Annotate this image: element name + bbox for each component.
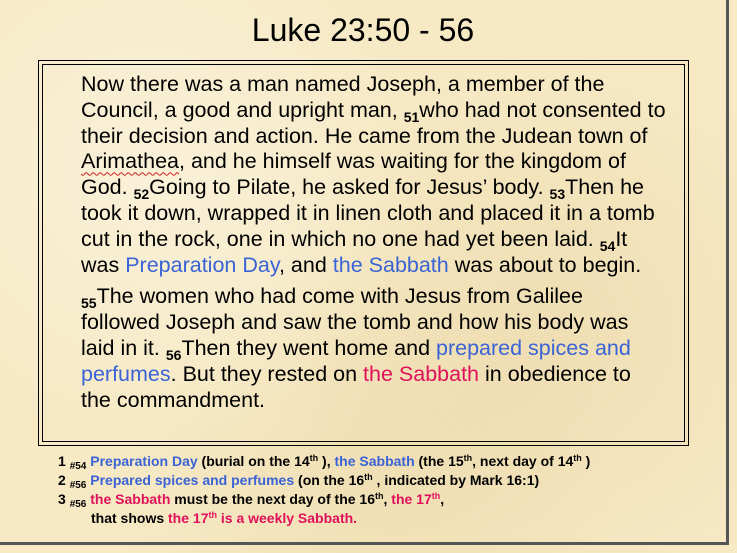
text: in obedience to the commandment. [81, 361, 631, 412]
footnote-3-line-2 [58, 509, 698, 528]
highlight-preparation-day: Preparation Day [125, 252, 279, 277]
footnote-ref: #56 [69, 480, 87, 491]
note-highlight: the Sabbath [334, 453, 415, 469]
verse-number-52: 52 [133, 186, 150, 203]
text: (the 15 [414, 453, 464, 469]
text: , and he himself was waiting for the kingdom of God. [81, 149, 626, 200]
text: , and [278, 252, 333, 277]
footnote-2 [58, 471, 698, 490]
scripture-passage [81, 72, 666, 413]
footnote-ref: #56 [69, 499, 87, 510]
highlight-sabbath: the Sabbath [332, 252, 449, 277]
verse-number-51: 51 [403, 108, 420, 125]
text: was about to begin. [448, 252, 642, 277]
text: The women who had come with Jesus from Galilee followed Joseph and saw the tomb and how his body was laid in it. [81, 284, 629, 360]
text: ) [581, 453, 591, 469]
note-highlight: the 17 [391, 491, 432, 507]
text: It was [81, 226, 628, 277]
footnote-ref: #54 [69, 461, 87, 472]
paragraph-1 [81, 72, 666, 278]
superscript: th [309, 453, 319, 463]
note-highlight: is a weekly Sabbath. [216, 510, 358, 526]
text: who had not consented to their decision and action. He came from the Judean town of [81, 97, 666, 148]
verse-number-55: 55 [81, 295, 97, 312]
text: Then he took it down, wrapped it in linen cloth and placed it in a tomb cut in the rock, one in which no one had yet been laid. [81, 175, 655, 251]
footnote-number: 1 [58, 453, 66, 469]
text: , [383, 491, 392, 507]
text: (on the 16 [294, 472, 365, 488]
text: Going to Pilate, he asked for Jesus’ body. [149, 175, 550, 200]
superscript: th [431, 491, 441, 501]
passage-frame-inner [42, 64, 685, 442]
text: (burial on the 14 [197, 453, 310, 469]
slide-title: Luke 23:50 - 56 [251, 12, 475, 48]
text: ), [318, 453, 335, 469]
passage-frame [38, 60, 689, 446]
highlight-spices: prepared spices and perfumes [81, 335, 631, 386]
text: Then they went home and [181, 335, 437, 360]
footnotes [58, 452, 698, 528]
highlight-sabbath-pink: the Sabbath [363, 361, 480, 386]
text: that shows [91, 510, 169, 526]
spellcheck-word: Arimathea [81, 149, 179, 174]
verse-number-53: 53 [549, 186, 566, 203]
text: , [440, 491, 445, 507]
note-highlight: the 17 [168, 510, 209, 526]
paragraph-2 [81, 284, 666, 413]
superscript: th [208, 510, 217, 520]
text: . But they rested on [170, 361, 364, 386]
verse-number-54: 54 [599, 237, 616, 254]
text: , indicated by Mark 16:1) [372, 472, 540, 488]
footnote-1 [58, 452, 698, 471]
text: Now there was a man named Joseph, a member of the Council, a good and upright man, [81, 72, 605, 122]
note-highlight: the Sabbath [90, 491, 171, 507]
note-highlight: Preparation Day [90, 453, 198, 469]
footnote-3 [58, 490, 698, 509]
superscript: th [573, 453, 582, 463]
superscript: th [364, 472, 373, 482]
verse-number-56: 56 [165, 346, 182, 363]
footnote-number: 2 [58, 472, 66, 488]
footnote-number: 3 [58, 491, 66, 507]
superscript: th [375, 491, 384, 501]
text: , next day of 14 [472, 453, 574, 469]
note-highlight: Prepared spices and perfumes [90, 472, 295, 488]
superscript: th [463, 453, 473, 463]
text: must be the next day of the 16 [170, 491, 375, 507]
